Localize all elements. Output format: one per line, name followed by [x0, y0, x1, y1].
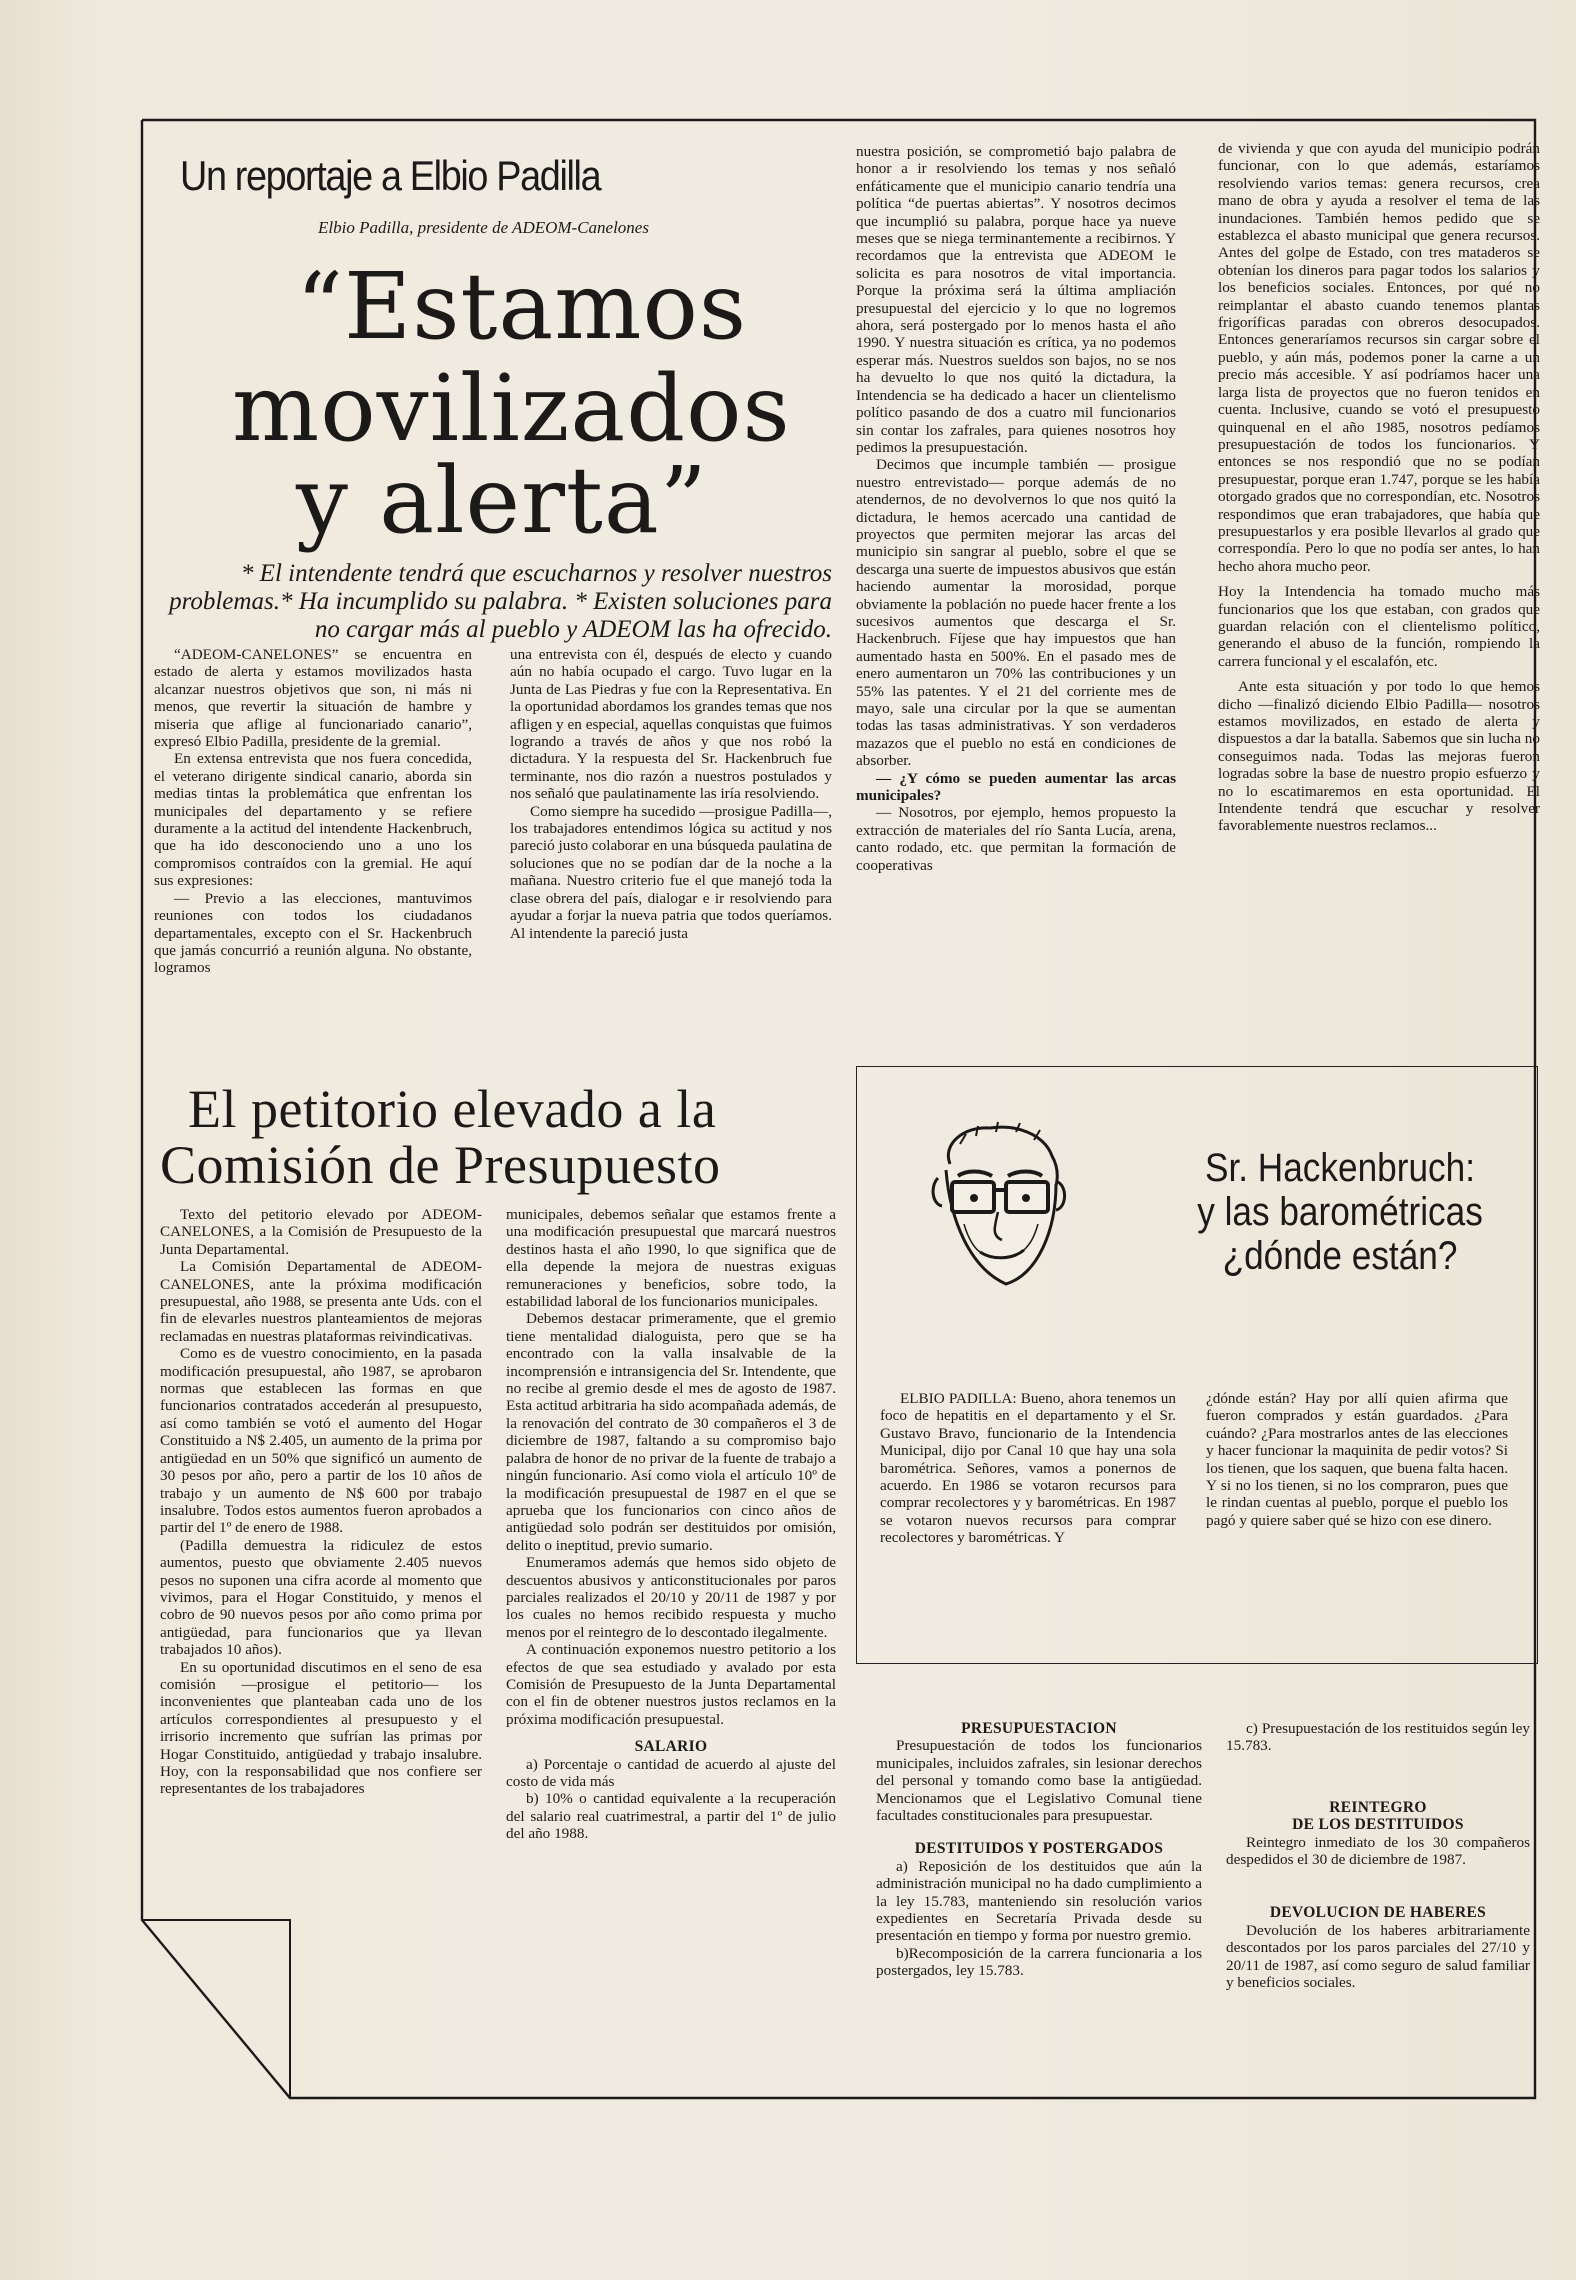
title-line-2: movilizados	[232, 355, 791, 462]
paragraph: En extensa entrevista que nos fuera concedida, el veterano dirigente sindical canario, aborda sin medias tintas la problemática que enfrentan los municipales del departamento y se refiere duramente a la actitud del intendente Hackenbruch, que ha ido desconociendo uno a uno los compromisos contraídos con la gremial. He aquí sus expresiones:	[154, 750, 472, 890]
salario-heading: SALARIO	[634, 1738, 708, 1756]
paragraph: de vivienda y que con ayuda del municipio podrán funcionar, con lo que además, estaríamos resolviendo varios temas: genera recursos, crea mano de obra y ayuda a resolver el tema de las inundaciones. También hemos pedido que se establezca el abasto municipal que genera recursos. Antes del golpe de Estado, con tres mataderos se obtenían los dineros para pagar todos los salarios y los beneficios sociales. Entonces, por qué no reimplantar el abasto cuando tenemos plantas frigoríficas paradas con obreros desocupados. Entonces generaríamos recursos sin cargar sobre el pueblo, y aún más, podemos poner la carne a un precio más accesible. Y así podríamos hacer una larga lista de proyectos que no fueron tenidos en cuenta. Inclusive, cuando se votó el presupuesto quinquenal en el año 1985, nosotros pedíamos presupuestación de todos los funcionarios. Y entonces se nos respondió que no se podían presupuestar, porque eran 1.747, porque se les había otorgado grados que no correspondían, etc. Nosotros respondimos que eran trabajadores, que había que presupuestarlos y era posible llevarlos al grado que correspondía. Pero lo que no podía ser antes, lo han hecho ahora mucho peor.	[1218, 140, 1540, 575]
paragraph: Hoy la Intendencia ha tomado mucho más funcionarios que los que estaban, con grados que guardan relación con el clientelismo político, generando el abuso de la función, rompiendo la carrera funcional y el escalafón, etc.	[1218, 583, 1540, 670]
paragraph: (Padilla demuestra la ridiculez de estos aumentos, puesto que obviamente 2.405 nuevos pesos no suponen una cifra acorde al momento que vivimos, para el Hogar Constituido, y menos el cobro de 90 nuevos pesos por año como prima por antigüedad, para funcionarios que ya llevan trabajados 10 años).	[160, 1536, 482, 1659]
article2-title-line-2: Comisión de Presupuesto	[160, 1135, 721, 1195]
article2-title-line-1: El petitorio elevado a la	[188, 1079, 717, 1139]
reintegro-heading-1: REINTEGRO	[1329, 1798, 1427, 1816]
paragraph: — Previo a las elecciones, mantuvimos reuniones con todos los ciudadanos departamentales, excepto con el Sr. Hackenbruch que jamás concurrió a reunión alguna. No obstante, logramos	[154, 889, 472, 977]
petition-column-3	[876, 1720, 1202, 1980]
paragraph: “ADEOM-CANELONES” se encuentra en estado de alerta y estamos movilizados hasta alcanzar nuestros objetivos que son, ni más ni menos, que revertir la situación de hambre y miseria que aflige al funcionariado canario”, expresó Elbio Padilla, presidente de la gremial.	[154, 646, 472, 751]
caricature-icon	[920, 1120, 1080, 1296]
title-line-1: “Estamos	[296, 253, 748, 360]
devolucion-heading: DEVOLUCION DE HABERES	[1269, 1904, 1487, 1922]
paragraph: a) Porcentaje o cantidad de acuerdo al ajuste del costo de vida más	[506, 1755, 836, 1790]
paragraph: En su oportunidad discutimos en el seno de esa comisión —prosigue el petitorio— los inconvenientes que planteaban cada uno de los artículos correspondientes al presupuesto y el irrisorio incremento que sufrían las primas por Hogar Constituido, antigüedad y trabajo insalubre. Hoy, con la responsabilidad que nos confiere ser representantes de los trabajadores	[160, 1658, 482, 1798]
paragraph: nuestra posición, se comprometió bajo palabra de honor a ir resolviendo los temas y nos señaló enfáticamente que el municipio canario tendría una política “de puertas abiertas”. Y nosotros decimos que incumplió su palabra, porque hace ya nueve meses que se niega terminantemente a recibirnos. Y recordamos que la entrevista que ADEOM le solicita es para nosotros de vital importancia. Porque la próxima será la última ampliación presupuestal del ejercicio y lo que no logremos ahora, será postergado por lo menos hasta el año 1990. Y nuestra situación es crítica, ya no podemos esperar más. Nuestros sueldos son bajos, no se nos ha devuelto lo que nos quitó la dictadura, la Intendencia se ha dedicado a hacer un clientelismo político pasando de dos a cuatro mil funcionarios sin contar los zafrales, para quienes nosotros hoy pedimos la presupuestación.	[856, 143, 1176, 456]
box-title-line-1: Sr. Hackenbruch:	[1204, 1146, 1475, 1190]
paragraph: Devolución de los haberes arbitrariamente descontados por los paros parciales del 27/10 y 20/11 de 1987, así como seguro de salud familiar y beneficios sociales.	[1226, 1921, 1530, 1992]
title-line-3: y alerta”	[296, 447, 708, 554]
paragraph: a) Reposición de los destituidos que aún la administración municipal no ha dado cumplimiento a la ley 15.783, manteniendo sin resolución varios expedientes en Secretaría Privada desde su presentación en tiempo y forma por nuestro gremio.	[876, 1857, 1202, 1945]
paragraph: Reintegro inmediato de los 30 compañeros despedidos el 30 de diciembre de 1987.	[1226, 1833, 1530, 1869]
paragraph: municipales, debemos señalar que estamos frente a una modificación presupuestal que marcará nuestros destinos hasta el año 1990, lo que significa que de ella depende la mejora de nuestras exiguas remuneraciones y beneficios, sobre todo, la estabilidad laboral de los funcionarios municipales.	[506, 1206, 836, 1311]
paragraph: — Nosotros, por ejemplo, hemos propuesto la extracción de materiales del río Santa Lucía, arena, canto rodado, etc. que permitan la formación de cooperativas	[856, 804, 1176, 874]
paragraph: Como es de vuestro conocimiento, en la pasada modificación presupuestal, año 1987, se aprobaron normas que establecen las formas en que funcionarios contratados accederán al presupuesto, así como también se votó el aumento del Hogar Constituido a N$ 2.405, un aumento de la prima por antigüedad en un 50% que significó un aumento de 30 pesos por año, pero a partir de los 10 años de trabajo y un aumento de N$ 600 por trabajo insalubre. Todos estos aumentos fueron aprobados a partir del 1º de enero de 1988.	[160, 1345, 482, 1537]
box-title-line-2: y las barométricas	[1197, 1190, 1483, 1234]
paragraph: Presupuestación de todos los funcionarios municipales, incluidos zafrales, sin lesionar derechos del personal y tomando como base la antigüedad. Mencionamos que el Legislativo Comunal tiene facultades constitucionales para presupuestar.	[876, 1737, 1202, 1825]
box-title-line-3: ¿dónde están?	[1222, 1234, 1458, 1278]
petition-column-4	[1226, 1720, 1530, 1991]
paragraph: La Comisión Departamental de ADEOM-CANELONES, ante la próxima modificación presupuestal, año 1988, se presenta ante Uds. con el fin de elevarles nuestros planteamientos de mejoras reclamadas en nuestras plataformas reivindicativas.	[160, 1258, 482, 1345]
destituidos-heading: DESTITUIDOS Y POSTERGADOS	[914, 1840, 1164, 1858]
article1-column-4	[1218, 140, 1540, 835]
paragraph: una entrevista con él, después de electo y cuando aún no había ocupado el cargo. Tuvo lugar en la Junta de Las Piedras y fue con la Representativa. En la oportunidad abordamos los grandes temas que nos afligen y en especial, aquellas conquistas que fuimos logrando a través de años y que nos robó la dictadura. Y la respuesta del Sr. Hackenbruch fue terminante, nos dio razón a nuestros postulados y nos señaló que paulatinamente las iría resolviendo.	[510, 646, 832, 803]
reintegro-heading-2: DE LOS DESTITUIDOS	[1292, 1816, 1464, 1834]
paragraph: b)Recomposición de la carrera funcionaria a los postergados, ley 15.783.	[876, 1944, 1202, 1980]
deck-line-3: no cargar más al pueblo y ADEOM las ha ofrecido.	[314, 616, 832, 643]
paragraph: c) Presupuestación de los restituidos según ley 15.783.	[1226, 1720, 1530, 1755]
kicker: Un reportaje a Elbio Padilla	[180, 152, 601, 199]
deck-line-1: * El intendente tendrá que escucharnos y resolver nuestros	[240, 560, 832, 587]
paragraph: Ante esta situación y por todo lo que hemos dicho —finalizó diciendo Elbio Padilla— nosotros estamos movilizados, en estado de alerta y dispuestos a dar la batalla. Sabemos que sin lucha no conseguimos nada. Todas las mejoras fueron logradas sobre la base de nuestro propio esfuerzo y no lo escatimaremos en esta oportunidad. El Intendente tendrá que escuchar y resolver favorablemente nuestros reclamos...	[1218, 678, 1540, 835]
question: — ¿Y cómo se pueden aumentar las arcas municipales?	[856, 769, 1176, 805]
paragraph: Decimos que incumple también — prosigue nuestro entrevistado— porque además de no atendernos, de no devolvernos lo que nos quitó la dictadura, le hemos acercado una cantidad de proyectos que permiten mejorar las arcas del municipio sin sangrar al pueblo, sobre el que se descarga una suerte de impuestos abusivos que están haciendo aumentar la morosidad, porque obviamente la población no puede hacer frente a los sucesivos aumentos que descarga el Sr. Hackenbruch. Fíjese que hay impuestos que han aumentado hasta en 500%. En el pasado mes de enero aumentaron un 70% las contribuciones y un 55% las patentes. Y el 21 del corriente mes de mayo, sale una circular por la que se aumentan todas las tasas administrativas. Y son verdaderos mazazos que el pueblo no está en condiciones de absorber.	[856, 456, 1176, 770]
deck-line-2: problemas.* Ha incumplido su palabra. * Existen soluciones para	[169, 588, 832, 615]
byline: Elbio Padilla, presidente de ADEOM-Canelones	[318, 218, 649, 237]
deck	[150, 560, 832, 644]
presupuestacion-heading: PRESUPUESTACION	[961, 1720, 1117, 1737]
paragraph: ELBIO PADILLA: Bueno, ahora tenemos un foco de hepatitis en el departamento y el Sr. Gustavo Bravo, funcionario de la Intendencia Municipal, dijo por Canal 10 que hay una sola barométrica. Señores, vamos a ponernos de acuerdo. En 1986 se votaron recursos para comprar recolectores y y barométricas. En 1987 se votaron nuevos recursos para comprar recolectores y barométricas. Y	[880, 1390, 1176, 1547]
article1-column-1	[154, 646, 472, 977]
article1-column-2	[510, 646, 832, 942]
paragraph: A continuación exponemos nuestro petitorio a los efectos de que sea estudiado y avalado por esta Comisión de Presupuesto de la Junta Departamental con el fin de obtener nuestros justos reclamos en la próxima modificación presupuestal.	[506, 1641, 836, 1728]
box-left-column	[880, 1390, 1176, 1547]
box-title	[1182, 1146, 1499, 1278]
paragraph: ¿dónde están? Hay por allí quien afirma que fueron comprados y están guardados. ¿Para cuándo? ¿Para mostrarlos antes de las elecciones y hacer funcionar la maquinita de pedir votos? Si los tienen, que los saquen, que buena falta hacen. Y si no los tienen, si no los compraron, pues que le rindan cuentas al pueblo, porque el pueblo los pagó y quiere saber qué se hizo con ese dinero.	[1206, 1390, 1508, 1529]
box-right-column	[1206, 1390, 1508, 1529]
paragraph: b) 10% o cantidad equivalente a la recuperación del salario real cuatrimestral, a partir del 1º de julio del año 1988.	[506, 1790, 836, 1843]
paragraph: Como siempre ha sucedido —prosigue Padilla—, los trabajadores entendimos lógica su actitud y nos pareció justo colaborar en una búsqueda paulatina de soluciones que no se podían dar de la noche a la mañana. Nuestro criterio fue el que manejó toda la clase obrera del país, dialogar e ir resolviendo para ayudar a forjar la nueva patria que todos queríamos. Al intendente la pareció justa	[510, 802, 832, 942]
paragraph: Debemos destacar primeramente, que el gremio tiene mentalidad dialoguista, pero que se ha encontrado con la valla insalvable de la incomprensión e intransigencia del Sr. Intendente, que no recibe al gremio desde el mes de agosto de 1987. Esta actitud arbitraria ha sido acompañada además, de la renovación del contrato de 30 compañeros el 3 de diciembre de 1987, faltando a su compromiso bajo palabra de honor de no privar de la fuente de trabajo a ningún funcionario. Así como viola el artículo 10º de la modificación presupuestal de 1987 en el que se aprueba que los funcionarios con cinco años de antigüedad solo podrán ser destituidos por omisión, delito o ineptitud, previo sumario.	[506, 1310, 836, 1554]
paragraph: Enumeramos además que hemos sido objeto de descuentos abusivos y anticonstitucionales por paros parciales realizados el 20/10 y 20/11 de 1987 y por los cuales no hemos recibido respuesta y mucho menos por el reintegro de lo descontado ilegalmente.	[506, 1554, 836, 1641]
article2-column-2	[506, 1206, 836, 1843]
article2-column-1	[160, 1206, 482, 1798]
article1-column-3	[856, 143, 1176, 874]
paragraph: Texto del petitorio elevado por ADEOM-CANELONES, a la Comisión de Presupuesto de la Junta Departamental.	[160, 1206, 482, 1258]
